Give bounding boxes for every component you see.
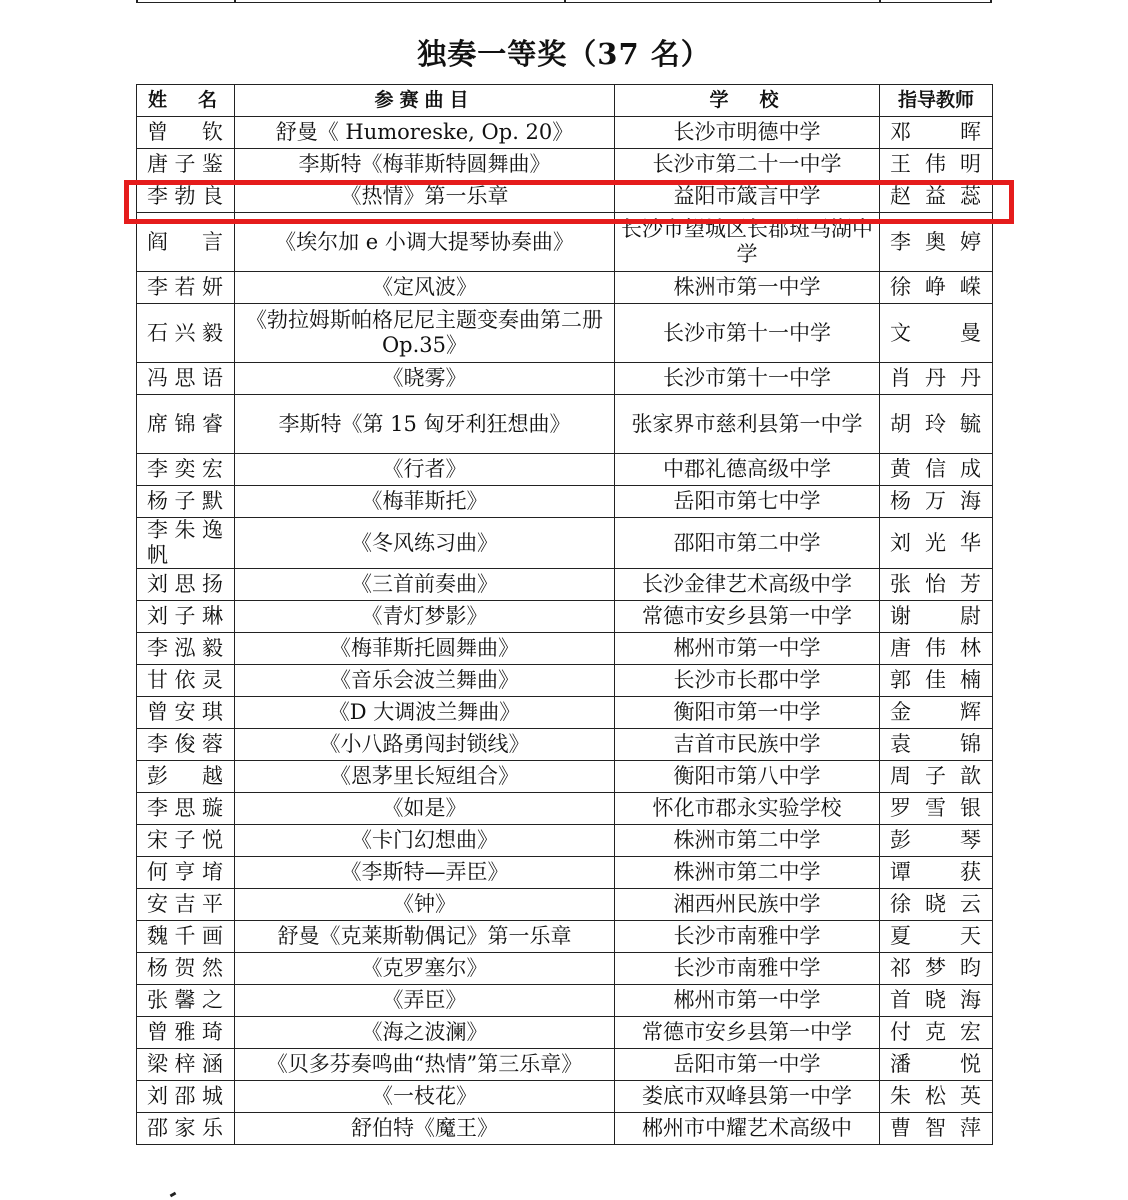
student-name: 彭越 bbox=[137, 761, 235, 793]
student-name: 曾安琪 bbox=[137, 697, 235, 729]
student-name: 安吉平 bbox=[137, 889, 235, 921]
student-name: 李勃良 bbox=[137, 181, 235, 213]
piece-title: 《一枝花》 bbox=[235, 1081, 615, 1113]
student-name: 石兴毅 bbox=[137, 304, 235, 363]
teacher-name: 徐晓云 bbox=[880, 889, 993, 921]
student-name: 曾钦 bbox=[137, 117, 235, 149]
piece-title: 《热情》第一乐章 bbox=[235, 181, 615, 213]
table-row bbox=[137, 729, 993, 761]
piece-title: 《海之波澜》 bbox=[235, 1017, 615, 1049]
piece-title: 《冬风练习曲》 bbox=[235, 518, 615, 569]
table-row bbox=[137, 665, 993, 697]
student-name: 杨子默 bbox=[137, 486, 235, 518]
school-name: 邵阳市第二中学 bbox=[615, 518, 880, 569]
school-name: 长沙市第二十一中学 bbox=[615, 149, 880, 181]
piece-title: 《定风波》 bbox=[235, 272, 615, 304]
teacher-name: 谢尉 bbox=[880, 601, 993, 633]
student-name: 刘思扬 bbox=[137, 569, 235, 601]
student-name: 李奕宏 bbox=[137, 454, 235, 486]
teacher-name: 金辉 bbox=[880, 697, 993, 729]
table-border-tick bbox=[136, 0, 138, 2]
table-row bbox=[137, 857, 993, 889]
student-name: 刘子琳 bbox=[137, 601, 235, 633]
teacher-name: 赵益蕊 bbox=[880, 181, 993, 213]
teacher-name: 罗雪银 bbox=[880, 793, 993, 825]
table-row bbox=[137, 363, 993, 395]
student-name: 李泓毅 bbox=[137, 633, 235, 665]
student-name: 李若妍 bbox=[137, 272, 235, 304]
page-mark bbox=[170, 1192, 177, 1198]
student-name: 李俊蓉 bbox=[137, 729, 235, 761]
previous-table-bottom-edge bbox=[136, 0, 992, 3]
table-border-tick bbox=[564, 0, 566, 2]
school-name: 岳阳市第一中学 bbox=[615, 1049, 880, 1081]
teacher-name: 曹智萍 bbox=[880, 1113, 993, 1145]
student-name: 李朱逸帆 bbox=[137, 518, 235, 569]
piece-title: 《音乐会波兰舞曲》 bbox=[235, 665, 615, 697]
section-title: 独奏一等奖（37 名） bbox=[417, 37, 711, 71]
student-name: 冯思语 bbox=[137, 363, 235, 395]
school-name: 吉首市民族中学 bbox=[615, 729, 880, 761]
table-body bbox=[137, 117, 993, 1145]
table-row bbox=[137, 569, 993, 601]
piece-title: 舒曼《克莱斯勒偶记》第一乐章 bbox=[235, 921, 615, 953]
student-name: 席锦睿 bbox=[137, 395, 235, 454]
student-name: 李思璇 bbox=[137, 793, 235, 825]
student-name: 阎言 bbox=[137, 213, 235, 272]
piece-title: 《勃拉姆斯帕格尼尼主题变奏曲第二册 Op.35》 bbox=[235, 304, 615, 363]
table-header-row bbox=[137, 85, 993, 117]
teacher-name: 祁梦昀 bbox=[880, 953, 993, 985]
table-border-tick bbox=[234, 0, 236, 2]
piece-title: 《D 大调波兰舞曲》 bbox=[235, 697, 615, 729]
school-name: 娄底市双峰县第一中学 bbox=[615, 1081, 880, 1113]
student-name: 甘依灵 bbox=[137, 665, 235, 697]
school-name: 长沙市第十一中学 bbox=[615, 304, 880, 363]
table-row bbox=[137, 272, 993, 304]
teacher-name: 李奥婷 bbox=[880, 213, 993, 272]
school-name: 郴州市第一中学 bbox=[615, 633, 880, 665]
teacher-name: 肖丹丹 bbox=[880, 363, 993, 395]
header-school: 学 校 bbox=[615, 85, 880, 117]
teacher-name: 杨万海 bbox=[880, 486, 993, 518]
table-row bbox=[137, 601, 993, 633]
teacher-name: 彭琴 bbox=[880, 825, 993, 857]
table-row bbox=[137, 793, 993, 825]
table-border-tick bbox=[990, 0, 992, 2]
school-name: 长沙市第十一中学 bbox=[615, 363, 880, 395]
table-row bbox=[137, 825, 993, 857]
student-name: 宋子悦 bbox=[137, 825, 235, 857]
teacher-name: 唐伟林 bbox=[880, 633, 993, 665]
piece-title: 李斯特《第 15 匈牙利狂想曲》 bbox=[235, 395, 615, 454]
table-border-tick bbox=[879, 0, 881, 2]
table-row bbox=[137, 213, 993, 272]
piece-title: 《贝多芬奏鸣曲“热情”第三乐章》 bbox=[235, 1049, 615, 1081]
teacher-name: 徐峥嵘 bbox=[880, 272, 993, 304]
table-row bbox=[137, 1017, 993, 1049]
school-name: 益阳市箴言中学 bbox=[615, 181, 880, 213]
teacher-name: 郭佳楠 bbox=[880, 665, 993, 697]
school-name: 郴州市第一中学 bbox=[615, 985, 880, 1017]
student-name: 张馨之 bbox=[137, 985, 235, 1017]
piece-title: 《梅菲斯托》 bbox=[235, 486, 615, 518]
table-row bbox=[137, 486, 993, 518]
school-name: 长沙市南雅中学 bbox=[615, 921, 880, 953]
piece-title: 《梅菲斯托圆舞曲》 bbox=[235, 633, 615, 665]
piece-title: 舒伯特《魔王》 bbox=[235, 1113, 615, 1145]
table-row bbox=[137, 395, 993, 454]
teacher-name: 潘悦 bbox=[880, 1049, 993, 1081]
teacher-name: 夏天 bbox=[880, 921, 993, 953]
school-name: 株洲市第二中学 bbox=[615, 825, 880, 857]
table-row bbox=[137, 921, 993, 953]
piece-title: 《卡门幻想曲》 bbox=[235, 825, 615, 857]
piece-title: 《三首前奏曲》 bbox=[235, 569, 615, 601]
table-row bbox=[137, 1081, 993, 1113]
table-row bbox=[137, 953, 993, 985]
teacher-name: 文曼 bbox=[880, 304, 993, 363]
teacher-name: 张怡芳 bbox=[880, 569, 993, 601]
piece-title: 《小八路勇闯封锁线》 bbox=[235, 729, 615, 761]
student-name: 邵家乐 bbox=[137, 1113, 235, 1145]
school-name: 长沙市长郡中学 bbox=[615, 665, 880, 697]
school-name: 中郡礼德高级中学 bbox=[615, 454, 880, 486]
table-row bbox=[137, 761, 993, 793]
table-row bbox=[137, 633, 993, 665]
teacher-name: 邓晖 bbox=[880, 117, 993, 149]
header-teacher: 指导教师 bbox=[880, 85, 993, 117]
school-name: 衡阳市第八中学 bbox=[615, 761, 880, 793]
school-name: 长沙金律艺术高级中学 bbox=[615, 569, 880, 601]
header-piece: 参赛曲目 bbox=[235, 85, 615, 117]
student-name: 何亨堉 bbox=[137, 857, 235, 889]
student-name: 梁梓涵 bbox=[137, 1049, 235, 1081]
piece-title: 《弄臣》 bbox=[235, 985, 615, 1017]
student-name: 唐子鉴 bbox=[137, 149, 235, 181]
table-row bbox=[137, 985, 993, 1017]
table-row bbox=[137, 889, 993, 921]
school-name: 长沙市望城区长郡斑马湖中学 bbox=[615, 213, 880, 272]
school-name: 常德市安乡县第一中学 bbox=[615, 601, 880, 633]
teacher-name: 付克宏 bbox=[880, 1017, 993, 1049]
piece-title: 《克罗塞尔》 bbox=[235, 953, 615, 985]
piece-title: 《行者》 bbox=[235, 454, 615, 486]
table-row bbox=[137, 1049, 993, 1081]
piece-title: 《青灯梦影》 bbox=[235, 601, 615, 633]
student-name: 曾雅琦 bbox=[137, 1017, 235, 1049]
student-name: 杨贺然 bbox=[137, 953, 235, 985]
piece-title: 《李斯特—弄臣》 bbox=[235, 857, 615, 889]
school-name: 长沙市南雅中学 bbox=[615, 953, 880, 985]
school-name: 湘西州民族中学 bbox=[615, 889, 880, 921]
teacher-name: 王伟明 bbox=[880, 149, 993, 181]
school-name: 郴州市中耀艺术高级中 bbox=[615, 1113, 880, 1145]
teacher-name: 首晓海 bbox=[880, 985, 993, 1017]
student-name: 刘邵城 bbox=[137, 1081, 235, 1113]
piece-title: 《钟》 bbox=[235, 889, 615, 921]
header-name: 姓 名 bbox=[137, 85, 235, 117]
school-name: 长沙市明德中学 bbox=[615, 117, 880, 149]
student-name: 魏千画 bbox=[137, 921, 235, 953]
table-row bbox=[137, 454, 993, 486]
table-row bbox=[137, 304, 993, 363]
piece-title: 《埃尔加 e 小调大提琴协奏曲》 bbox=[235, 213, 615, 272]
piece-title: 李斯特《梅菲斯特圆舞曲》 bbox=[235, 149, 615, 181]
school-name: 株洲市第二中学 bbox=[615, 857, 880, 889]
school-name: 怀化市郡永实验学校 bbox=[615, 793, 880, 825]
teacher-name: 胡玲毓 bbox=[880, 395, 993, 454]
piece-title: 舒曼《 Humoreske, Op. 20》 bbox=[235, 117, 615, 149]
school-name: 衡阳市第一中学 bbox=[615, 697, 880, 729]
teacher-name: 刘光华 bbox=[880, 518, 993, 569]
table-row bbox=[137, 181, 993, 213]
awards-table bbox=[136, 84, 993, 1145]
teacher-name: 朱松英 bbox=[880, 1081, 993, 1113]
school-name: 株洲市第一中学 bbox=[615, 272, 880, 304]
piece-title: 《恩茅里长短组合》 bbox=[235, 761, 615, 793]
table-row bbox=[137, 149, 993, 181]
teacher-name: 袁锦 bbox=[880, 729, 993, 761]
piece-title: 《如是》 bbox=[235, 793, 615, 825]
school-name: 岳阳市第七中学 bbox=[615, 486, 880, 518]
teacher-name: 周子歆 bbox=[880, 761, 993, 793]
teacher-name: 谭获 bbox=[880, 857, 993, 889]
school-name: 张家界市慈利县第一中学 bbox=[615, 395, 880, 454]
table-row bbox=[137, 518, 993, 569]
table-row bbox=[137, 697, 993, 729]
table-row bbox=[137, 1113, 993, 1145]
school-name: 常德市安乡县第一中学 bbox=[615, 1017, 880, 1049]
piece-title: 《晓雾》 bbox=[235, 363, 615, 395]
table-row bbox=[137, 117, 993, 149]
teacher-name: 黄信成 bbox=[880, 454, 993, 486]
